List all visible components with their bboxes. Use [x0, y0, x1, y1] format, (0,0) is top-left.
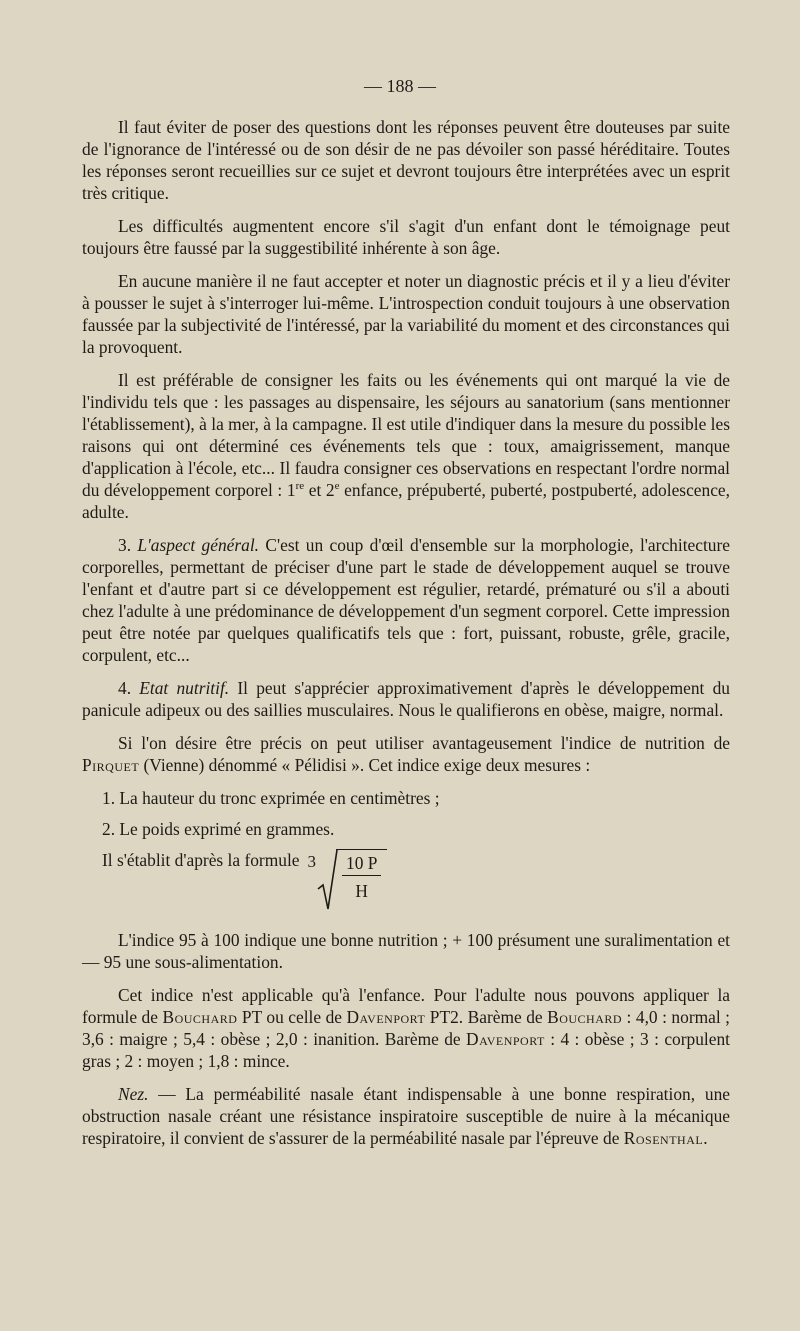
- section-text: — La perméabilité nasale étant indispensable à une bonne respiration, une obstruction nasale créant une résistance inspiratoire susceptible de nuire à la mécanique respiratoire, il convient de s'assurer de la perméabilité nasale par l'épreuve de: [82, 1084, 730, 1148]
- paragraph-4-text-c: enfance, prépuberté, puberté, postpuberté, adolescence, adulte.: [82, 480, 730, 522]
- section-number: 3.: [118, 535, 138, 555]
- paragraph-1: Il faut éviter de poser des questions dont les réponses peuvent être douteuses par suite de l'ignorance de l'intéressé ou de son désir de ne pas dévoiler son passé héréditaire. Toutes les réponses seront recueillies sur ce sujet et devront toujours être interprétées avec un esprit très critique.: [82, 117, 730, 203]
- author-name: Davenport: [346, 1007, 426, 1027]
- paragraph-text: : 4 : obèse ; 3 : corpulent gras ; 2 : moyen ; 1,8 : mince.: [82, 1029, 730, 1071]
- body-text: [82, 116, 730, 1160]
- fraction-numerator: 10 P: [342, 852, 381, 876]
- fraction-denominator: H: [355, 881, 368, 901]
- paragraph-text: (Vienne) dénommé « Pélidisi ». Cet indice exige deux mesures :: [139, 755, 591, 775]
- formula-line: [82, 849, 730, 911]
- paragraph-4-text-a: Il est préférable de consigner les faits ou les événements qui ont marqué la vie de l'individu tels que : les passages au dispensaire, les séjours au sanatorium (sans mentionner l'établissement), à la mer, à la campagne. Il est utile d'indiquer dans la mesure du possible les raisons qui ont déterminé ces événements tels que : toux, amaigrissement, manque d'application à l'école, etc... Il faudra consigner ces observations en respectant l'ordre normal du développement corporel : 1: [82, 370, 730, 500]
- formula-intro: Il s'établit d'après la formule: [102, 850, 300, 870]
- ordinal-superscript-2: e: [334, 480, 340, 493]
- paragraph-2: Les difficultés augmentent encore s'il s'agit d'un enfant dont le témoignage peut toujours être faussé par la suggestibilité inhérente à son âge.: [82, 216, 730, 258]
- section-nez: [82, 1083, 730, 1149]
- section-number: 4.: [118, 678, 140, 698]
- section-text: .: [703, 1128, 708, 1148]
- root-index: 3: [307, 852, 316, 871]
- paragraph-text: PT2. Barème de: [425, 1007, 548, 1027]
- paragraph-3: En aucune manière il ne faut accepter et noter un diagnostic précis et il y a lieu d'éviter à pousser le sujet à s'interroger lui-même. L'introspection conduit toujours à une observation faussée par la subjectivité de l'intéressé, par la variabilité du moment et des circonstances qui la provoquent.: [82, 271, 730, 357]
- section-title: Etat nutritif.: [139, 678, 230, 698]
- paragraph-bareme: [82, 984, 730, 1072]
- list-item-2: 2. Le poids exprimé en grammes.: [102, 819, 335, 839]
- section-text: C'est un coup d'œil d'ensemble sur la morphologie, l'architecture corporelles, permettant de préciser d'une part le stade de développement auquel se trouve l'enfant et d'autre part si ce développement est régulier, retardé, prématuré ou s'il a abouti chez l'adulte à une prédominance de développement d'un segment corporel. Cette impression peut être notée par quelques qualificatifs tels que : fort, puissant, robuste, grêle, gracile, corpulent, etc...: [82, 535, 730, 665]
- paragraph-text: Si l'on désire être précis on peut utiliser avantageusement l'indice de nutrition de: [118, 733, 730, 753]
- list-item-1: 1. La hauteur du tronc exprimée en centimètres ;: [102, 788, 440, 808]
- author-name: Bouchard: [162, 1007, 238, 1027]
- ordinal-superscript-1: re: [295, 480, 305, 493]
- page-number: — 188 —: [364, 76, 436, 96]
- cube-root-sign-icon: [316, 849, 338, 911]
- paragraph-text: Cet indice n'est applicable qu'à l'enfance. Pour l'adulte nous pouvons appliquer la formule de: [82, 985, 730, 1027]
- fraction: [336, 849, 387, 902]
- paragraph-text: : 4,0 : normal ; 3,6 : maigre ; 5,4 : obèse ; 2,0 : inanition. Barème de: [82, 1007, 731, 1049]
- paragraph-text: PT ou celle de: [237, 1007, 347, 1027]
- paragraph-4-text-b: et 2: [304, 480, 335, 500]
- author-name: Rosenthal: [623, 1128, 704, 1148]
- paragraph-indice: L'indice 95 à 100 indique une bonne nutrition ; + 100 présument une suralimentation et — 95 une sous-alimentation.: [82, 930, 730, 972]
- paragraph-pirquet: [82, 732, 730, 776]
- section-aspect-general: [82, 534, 730, 666]
- section-title: L'aspect général.: [137, 535, 260, 555]
- section-title: Nez.: [118, 1084, 149, 1104]
- paragraph-4: [82, 369, 730, 523]
- pelidisi-formula: [308, 849, 388, 911]
- author-name: Pirquet: [82, 755, 140, 775]
- author-name: Bouchard: [547, 1007, 623, 1027]
- section-etat-nutritif: [82, 677, 730, 721]
- author-name: Davenport: [466, 1029, 545, 1049]
- section-text: Il peut s'apprécier approximativement d'après le développement du panicule adipeux ou des saillies musculaires. Nous le qualifierons en obèse, maigre, normal.: [82, 678, 730, 720]
